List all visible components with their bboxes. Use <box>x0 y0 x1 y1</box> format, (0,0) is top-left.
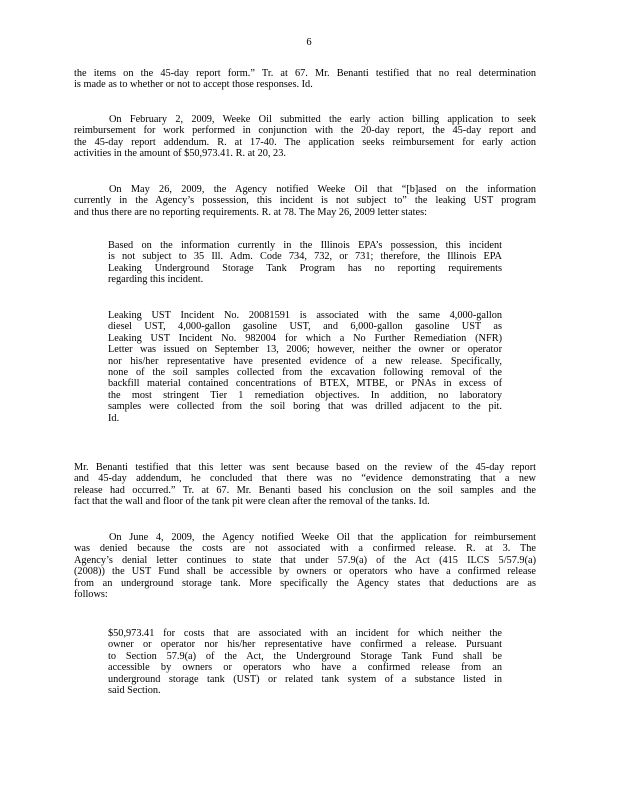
text-line: and thus there are no reporting requirements. R. at 78. The May 26, 2009 letter states: <box>74 206 427 218</box>
text-line: On May 26, 2009, the Agency notified Weeke Oil that “[b]ased on the information <box>109 184 536 195</box>
text-line: underground storage tank (UST) or related tank system of a substance listed in <box>108 673 502 685</box>
text-line: Letter was issued on September 13, 2006; however, neither the owner or operator <box>108 344 502 356</box>
text-line: Agency’s denial letter continues to state that under 57.9(a) of the Act (415 ILCS 5/57.9(a) <box>74 554 536 566</box>
blockquote-letter-part-2 <box>108 310 502 424</box>
text-line: On February 2, 2009, Weeke Oil submitted the early action billing application to seek <box>109 114 536 125</box>
paragraph-testimony-45-day-form <box>74 68 536 91</box>
text-line: reimbursement for work performed in conjunction with the 20-day report, the 45-day report and <box>74 125 536 137</box>
text-line: Based on the information currently in the Illinois EPA’s possession, this incident <box>108 240 502 251</box>
paragraph-billing-application <box>74 114 536 160</box>
text-line: On June 4, 2009, the Agency notified Weeke Oil that the application for reimbursement <box>109 532 536 543</box>
text-line: fact that the wall and floor of the tank pit were clean after the removal of the tanks. Id. <box>74 496 430 508</box>
text-line: samples were collected from the soil boring that was drilled adjacent to the pit. <box>108 401 502 413</box>
text-line: Leaking UST Incident No. 982004 for which a No Further Remediation (NFR) <box>108 332 502 344</box>
text-line: release had occurred.” Tr. at 67. Mr. Benanti based his conclusion on the soil samples and the <box>74 484 536 496</box>
text-line: currently in the Agency’s possession, this incident is not subject to” the leaking UST program <box>74 195 536 207</box>
text-line: is made as to whether or not to accept those responses. Id. <box>74 79 313 91</box>
text-line: is not subject to 35 Ill. Adm. Code 734, 732, or 731; therefore, the Illinois EPA <box>108 251 502 263</box>
text-line: regarding this incident. <box>108 274 204 286</box>
text-line: (2008)) the UST Fund shall be accessible by owners or operators who have a confirmed release <box>74 566 536 578</box>
text-line: to Section 57.9(a) of the Act, the Underground Storage Tank Fund shall be <box>108 650 502 662</box>
text-line: was denied because the costs are not associated with a confirmed release. R. at 3. The <box>74 543 536 555</box>
text-line: from an underground storage tank. More specifically the Agency states that deductions are as <box>74 577 536 589</box>
text-line: follows: <box>74 589 108 601</box>
text-line: backfill material contained concentrations of BTEX, MTBE, or PNAs in excess of <box>108 378 502 390</box>
paragraph-june-4-denial <box>74 532 536 600</box>
text-line: none of the soil samples collected from the excavation following removal of the <box>108 367 502 379</box>
text-line: the 45-day report addendum. R. at 17-40. The application seeks reimbursement for early action <box>74 136 536 148</box>
blockquote-letter-part-1 <box>108 240 502 286</box>
text-line: the items on the 45-day report form.” Tr. at 67. Mr. Benanti testified that no real determination <box>74 68 536 79</box>
text-line: Id. <box>108 412 120 424</box>
text-line: the most stringent Tier 1 remediation objectives. In addition, no laboratory <box>108 389 502 401</box>
text-line: Leaking Underground Storage Tank Program has no reporting requirements <box>108 262 502 274</box>
text-line: Mr. Benanti testified that this letter was sent because based on the review of the 45-day report <box>74 462 536 473</box>
text-line: nor his/her representative have presented evidence of a new release. Specifically, <box>108 355 502 367</box>
text-line: and 45-day addendum, he concluded that there was no “evidence demonstrating that a new <box>74 473 536 485</box>
text-line: activities in the amount of $50,973.41. R. at 20, 23. <box>74 148 286 160</box>
page-number: 6 <box>306 37 312 48</box>
paragraph-benanti-testimony <box>74 462 536 508</box>
text-line: said Section. <box>108 685 161 697</box>
text-line: accessible by owners or operators who have a confirmed release from an <box>108 662 502 674</box>
text-line: $50,973.41 for costs that are associated with an incident for which neither the <box>108 628 502 639</box>
text-line: diesel UST, 4,000-gallon gasoline UST, and 6,000-gallon gasoline UST as <box>108 321 502 333</box>
text-line: owner or operator nor his/her representative have confirmed a release. Pursuant <box>108 639 502 651</box>
blockquote-deduction <box>108 628 502 696</box>
paragraph-may-26-notice <box>74 184 536 218</box>
text-line: Leaking UST Incident No. 20081591 is associated with the same 4,000-gallon <box>108 310 502 321</box>
